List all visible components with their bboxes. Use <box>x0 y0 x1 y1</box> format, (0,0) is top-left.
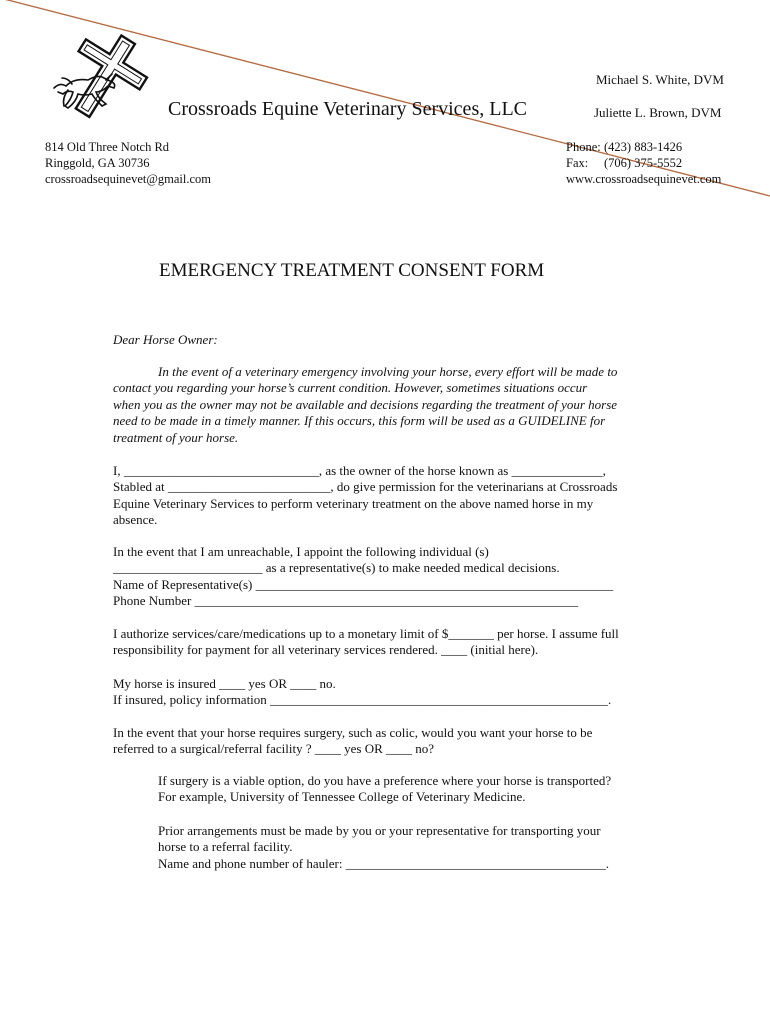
doctor-name-2: Juliette L. Brown, DVM <box>594 105 722 120</box>
intro-paragraph: In the event of a veterinary emergency involving your horse, every effort will be made to contact you regarding your horse’s current condition. However, sometimes situations occur when you as the owner may not be available and decisions regarding the treatment of your horse need to be made in a timely manner. If this occurs, this form will be used as a GUIDELINE for treatment of your horse. <box>113 364 618 445</box>
transport-preference-section: If surgery is a viable option, do you have a preference where your horse is transported? For example, University of Tennessee College of Veterinary Medicine. <box>158 773 612 805</box>
website-link: www.crossroadsequinevet.com <box>566 172 722 186</box>
cross-horse-logo-icon <box>48 32 173 122</box>
phone-label: Phone: <box>566 140 601 154</box>
fax-label: Fax: <box>566 156 589 170</box>
hauler-section: Prior arrangements must be made by you or your representative for transporting your horse to a referral facility. Name and phone number of hauler: ________________________________________. <box>158 823 609 871</box>
representative-section: In the event that I am unreachable, I appoint the following individual (s) _______________________ as a representative(s) to make needed medical decisions. Name of Representative(s) _______________________________________________________ Phone Number ___________________________________________________________ <box>113 544 614 609</box>
owner-permission-section: I, ______________________________, as the owner of the horse known as ______________, Stabled at _________________________, do give permission for the veterinarians at Crossroads Equine Veterinary Services to perform veterinary treatment on the above named horse in my absence. <box>113 463 618 528</box>
form-title: EMERGENCY TREATMENT CONSENT FORM <box>159 260 545 281</box>
address-block <box>45 139 211 187</box>
insurance-section: My horse is insured ____ yes OR ____ no. If insured, policy information ____________________________________________________. <box>113 676 612 708</box>
city-state-zip: Ringgold, GA 30736 <box>45 156 150 170</box>
contact-block <box>566 139 721 187</box>
company-name: Crossroads Equine Veterinary Services, LLC <box>168 98 527 120</box>
email-address: crossroadsequinevet@gmail.com <box>45 172 211 186</box>
fax-number: (706) 375-5552 <box>604 156 683 170</box>
salutation: Dear Horse Owner: <box>113 332 218 347</box>
phone-number: (423) 883-1426 <box>604 140 683 154</box>
doctor-name-1: Michael S. White, DVM <box>596 72 724 87</box>
street-address: 814 Old Three Notch Rd <box>45 140 170 154</box>
payment-section: I authorize services/care/medications up to a monetary limit of $_______ per horse. I assume full responsibility for payment for all veterinary services rendered. ____ (initial here). <box>113 626 619 658</box>
surgery-section: In the event that your horse requires surgery, such as colic, would you want your horse to be referred to a surgical/referral facility ? ____ yes OR ____ no? <box>113 725 593 757</box>
